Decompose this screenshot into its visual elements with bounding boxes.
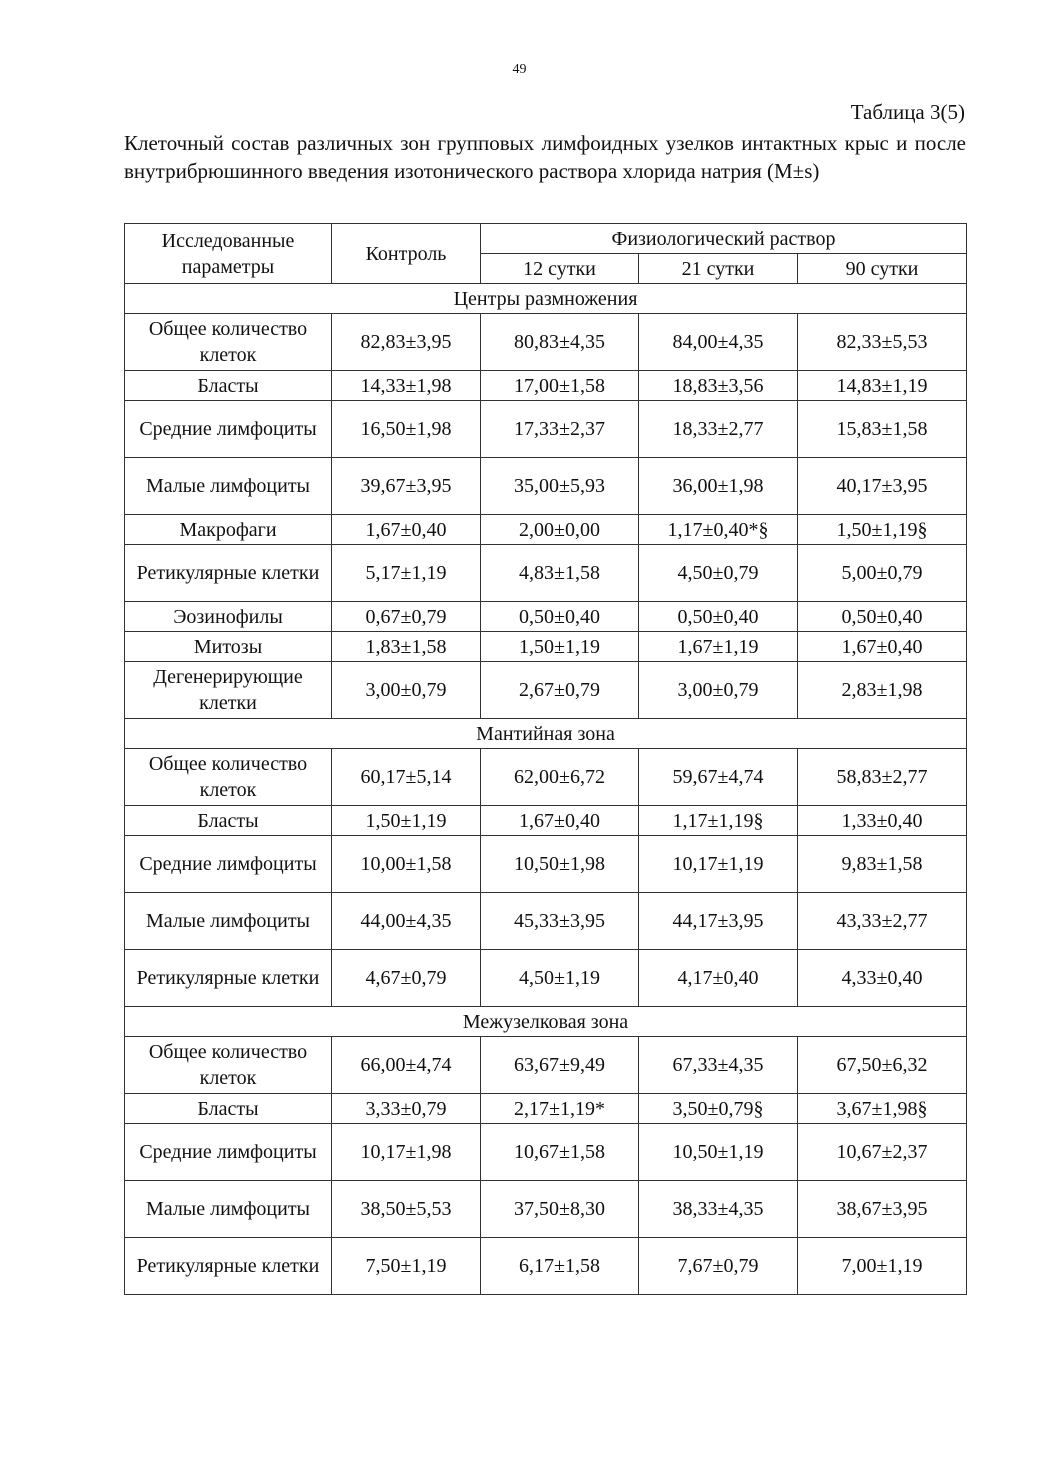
day-21-cell: 84,00±4,35 [639,314,798,371]
control-cell: 0,67±0,79 [332,602,481,632]
day-90-cell: 14,83±1,19 [798,371,967,401]
day-90-cell: 15,83±1,58 [798,401,967,458]
param-cell: Малые лимфоциты [125,1181,332,1238]
param-cell: Эозинофилы [125,602,332,632]
day-21-cell: 1,17±0,40*§ [639,515,798,545]
header-control: Контроль [332,224,481,284]
day-21-cell: 1,67±1,19 [639,632,798,662]
param-cell: Средние лимфоциты [125,401,332,458]
control-cell: 1,50±1,19 [332,806,481,836]
table-header [125,224,967,284]
table-row [125,602,967,632]
day-90-cell: 67,50±6,32 [798,1037,967,1094]
param-cell: Ретикулярные клетки [125,950,332,1007]
param-cell: Бласты [125,806,332,836]
day-21-cell: 10,50±1,19 [639,1124,798,1181]
control-cell: 82,83±3,95 [332,314,481,371]
page-number: 49 [512,62,527,77]
day-90-cell: 9,83±1,58 [798,836,967,893]
day-21-cell: 38,33±4,35 [639,1181,798,1238]
day-21-cell: 0,50±0,40 [639,602,798,632]
day-12-cell: 2,17±1,19* [481,1094,639,1124]
control-cell: 3,00±0,79 [332,662,481,719]
table-row [125,1181,967,1238]
control-cell: 1,67±0,40 [332,515,481,545]
day-21-cell: 44,17±3,95 [639,893,798,950]
day-12-cell: 17,33±2,37 [481,401,639,458]
day-12-cell: 0,50±0,40 [481,602,639,632]
control-cell: 44,00±4,35 [332,893,481,950]
day-12-cell: 35,00±5,93 [481,458,639,515]
control-cell: 60,17±5,14 [332,749,481,806]
control-cell: 38,50±5,53 [332,1181,481,1238]
control-cell: 14,33±1,98 [332,371,481,401]
day-90-cell: 7,00±1,19 [798,1238,967,1295]
day-12-cell: 10,67±1,58 [481,1124,639,1181]
header-day-12: 12 сутки [481,254,639,284]
day-21-cell: 36,00±1,98 [639,458,798,515]
param-cell: Ретикулярные клетки [125,1238,332,1295]
control-cell: 10,00±1,58 [332,836,481,893]
control-cell: 10,17±1,98 [332,1124,481,1181]
day-90-cell: 1,50±1,19§ [798,515,967,545]
table-row [125,950,967,1007]
day-90-cell: 3,67±1,98§ [798,1094,967,1124]
control-cell: 66,00±4,74 [332,1037,481,1094]
param-cell: Ретикулярные клетки [125,545,332,602]
day-12-cell: 2,00±0,00 [481,515,639,545]
table-row [125,1124,967,1181]
day-21-cell: 59,67±4,74 [639,749,798,806]
day-12-cell: 4,83±1,58 [481,545,639,602]
day-21-cell: 18,83±3,56 [639,371,798,401]
day-12-cell: 1,50±1,19 [481,632,639,662]
day-12-cell: 62,00±6,72 [481,749,639,806]
section-title: Центры размножения [125,284,967,314]
control-cell: 1,83±1,58 [332,632,481,662]
day-90-cell: 38,67±3,95 [798,1181,967,1238]
day-12-cell: 1,67±0,40 [481,806,639,836]
table-row [125,314,967,371]
day-12-cell: 45,33±3,95 [481,893,639,950]
header-day-21: 21 сутки [639,254,798,284]
day-12-cell: 17,00±1,58 [481,371,639,401]
control-cell: 4,67±0,79 [332,950,481,1007]
day-21-cell: 3,50±0,79§ [639,1094,798,1124]
param-cell: Общее количество клеток [125,749,332,806]
control-cell: 16,50±1,98 [332,401,481,458]
param-cell: Средние лимфоциты [125,1124,332,1181]
control-cell: 5,17±1,19 [332,545,481,602]
day-90-cell: 10,67±2,37 [798,1124,967,1181]
day-90-cell: 4,33±0,40 [798,950,967,1007]
table-row [125,401,967,458]
param-cell: Средние лимфоциты [125,836,332,893]
section-row [125,1007,967,1037]
table-caption: Клеточный состав различных зон групповых лимфоидных узелков интактных крыс и после внутрибрюшинного введения изотонического раствора хлорида натрия (M±s) [124,131,966,183]
param-cell: Дегенерирующие клетки [125,662,332,719]
header-day-90: 90 сутки [798,254,967,284]
table-row [125,632,967,662]
day-90-cell: 5,00±0,79 [798,545,967,602]
param-cell: Митозы [125,632,332,662]
day-90-cell: 40,17±3,95 [798,458,967,515]
day-21-cell: 10,17±1,19 [639,836,798,893]
day-12-cell: 37,50±8,30 [481,1181,639,1238]
day-90-cell: 0,50±0,40 [798,602,967,632]
table-row [125,545,967,602]
day-12-cell: 6,17±1,58 [481,1238,639,1295]
day-21-cell: 67,33±4,35 [639,1037,798,1094]
day-90-cell: 1,33±0,40 [798,806,967,836]
section-row [125,284,967,314]
param-cell: Бласты [125,1094,332,1124]
param-cell: Малые лимфоциты [125,893,332,950]
table-row [125,836,967,893]
day-12-cell: 80,83±4,35 [481,314,639,371]
control-cell: 7,50±1,19 [332,1238,481,1295]
control-cell: 3,33±0,79 [332,1094,481,1124]
day-90-cell: 82,33±5,53 [798,314,967,371]
param-cell: Бласты [125,371,332,401]
day-21-cell: 1,17±1,19§ [639,806,798,836]
day-90-cell: 2,83±1,98 [798,662,967,719]
day-90-cell: 1,67±0,40 [798,632,967,662]
day-90-cell: 43,33±2,77 [798,893,967,950]
param-cell: Общее количество клеток [125,1037,332,1094]
data-table [124,223,967,1295]
section-row [125,719,967,749]
table-row [125,749,967,806]
header-group: Физиологический раствор [481,224,967,254]
param-cell: Малые лимфоциты [125,458,332,515]
table-row [125,893,967,950]
day-21-cell: 18,33±2,77 [639,401,798,458]
table-row [125,662,967,719]
table-row [125,515,967,545]
param-cell: Общее количество клеток [125,314,332,371]
section-title: Мантийная зона [125,719,967,749]
day-12-cell: 4,50±1,19 [481,950,639,1007]
day-12-cell: 10,50±1,98 [481,836,639,893]
day-21-cell: 3,00±0,79 [639,662,798,719]
table-row [125,458,967,515]
table-body [125,284,967,1295]
table-row [125,371,967,401]
day-12-cell: 2,67±0,79 [481,662,639,719]
day-21-cell: 7,67±0,79 [639,1238,798,1295]
param-cell: Макрофаги [125,515,332,545]
table-row [125,1238,967,1295]
day-21-cell: 4,17±0,40 [639,950,798,1007]
table-row [125,806,967,836]
day-21-cell: 4,50±0,79 [639,545,798,602]
table-row [125,1037,967,1094]
control-cell: 39,67±3,95 [332,458,481,515]
section-title: Межузелковая зона [125,1007,967,1037]
header-param: Исследованные параметры [125,224,332,284]
day-12-cell: 63,67±9,49 [481,1037,639,1094]
day-90-cell: 58,83±2,77 [798,749,967,806]
table-row [125,1094,967,1124]
table-reference: Таблица 3(5) [850,100,965,124]
